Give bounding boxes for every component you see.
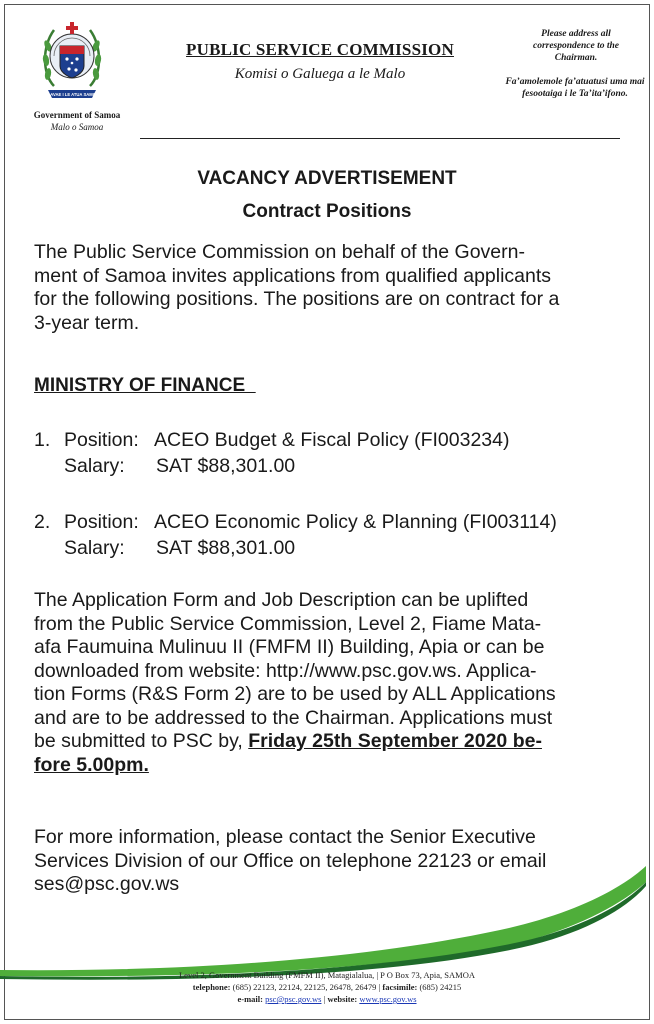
deadline-date: Friday 25th September 2020 be-: [248, 730, 542, 752]
intro-line: for the following positions. The positions are on contract for a: [34, 288, 560, 310]
application-paragraph: [34, 589, 634, 777]
apply-line: from the Public Service Commission, Level 2, Fiame Mata-: [34, 612, 542, 635]
address-note-samoan: Fa’amolemole fa’atuatusi uma mai fesootaiga i le Ta’ita’ifono.: [505, 77, 645, 99]
website-link[interactable]: www.psc.gov.ws: [359, 994, 417, 1004]
position-label: Position:: [64, 429, 139, 451]
commission-title: PUBLIC SERVICE COMMISSION: [186, 40, 454, 59]
deadline-time: fore 5.00pm.: [34, 753, 149, 776]
facsimile-label: facsimile:: [382, 982, 418, 992]
footer-address: Level 2, Government Building (FMFM II), Matagialalua, | P O Box 73, Apia, SAMOA: [178, 970, 476, 980]
intro-paragraph: [34, 241, 634, 335]
apply-line-deadline-end: [34, 754, 634, 778]
salary-value: SAT $88,301.00: [156, 537, 296, 559]
salary-value: SAT $88,301.00: [156, 455, 296, 477]
samoa-coat-of-arms-icon: [40, 16, 104, 104]
ministry-heading: MINISTRY OF FINANCE: [34, 375, 256, 396]
contact-line: ses@psc.gov.ws: [34, 873, 180, 895]
commission-subtitle: Komisi o Galuega a le Malo: [234, 66, 406, 82]
position-label: Position:: [64, 511, 139, 533]
advert-heading: VACANCY ADVERTISEMENT: [197, 168, 457, 189]
apply-line: tion Forms (R&S Form 2) are to be used by ALL Applications: [34, 683, 556, 705]
email-link[interactable]: psc@psc.gov.ws: [265, 994, 322, 1004]
website-label: website:: [327, 994, 358, 1004]
salary-label: Salary:: [64, 537, 125, 559]
green-swoosh-decoration: [0, 860, 654, 980]
position-title: ACEO Economic Policy & Planning (FI003114): [154, 511, 557, 533]
government-name: Government of Samoa: [33, 110, 121, 120]
government-name-samoan: Malo o Samoa: [50, 122, 104, 132]
position-number: 1.: [34, 429, 51, 451]
apply-line: afa Faumuina Mulinuu II (FMFM II) Building, Apia or can be: [34, 636, 545, 658]
contact-line: Services Division of our Office on telephone 22123 or email: [34, 849, 547, 872]
telephone-label: telephone:: [192, 982, 231, 992]
apply-line: downloaded from website: http://www.psc.gov.ws. Applica-: [34, 659, 537, 682]
telephone-value: (685) 22123, 22124, 22125, 26478, 26479: [232, 982, 377, 992]
email-label: e-mail:: [237, 994, 263, 1004]
footer-web-line: e-mail: psc@psc.gov.ws | website: www.psc.gov.ws: [237, 994, 417, 1004]
header-divider: [140, 138, 620, 139]
facsimile-value: (685) 24215: [419, 982, 462, 992]
contact-line: For more information, please contact the Senior Executive: [34, 826, 536, 848]
advert-subheading: Contract Positions: [242, 201, 412, 222]
position-number: 2.: [34, 511, 51, 533]
salary-label: Salary:: [64, 455, 125, 477]
footer-phone-line: telephone: (685) 22123, 22124, 22125, 26478, 26479 | facsimile: (685) 24215: [192, 982, 462, 992]
apply-line-prefix: be submitted to PSC by,: [34, 730, 249, 752]
intro-line: ment of Samoa invites applications from qualified applicants: [34, 264, 552, 287]
crest-motto-text: FAAVAE I LE ATUA SAMOA: [44, 92, 100, 97]
address-note-english: Please address all correspondence to the Chairman.: [532, 29, 620, 63]
intro-line: 3-year term.: [34, 311, 140, 334]
position-title: ACEO Budget & Fiscal Policy (FI003234): [154, 429, 510, 451]
apply-line-deadline: [34, 730, 634, 754]
apply-line: and are to be addressed to the Chairman. Applications must: [34, 706, 553, 729]
apply-line: The Application Form and Job Description can be uplifted: [34, 589, 529, 611]
intro-line: The Public Service Commission on behalf of the Govern-: [34, 241, 525, 263]
